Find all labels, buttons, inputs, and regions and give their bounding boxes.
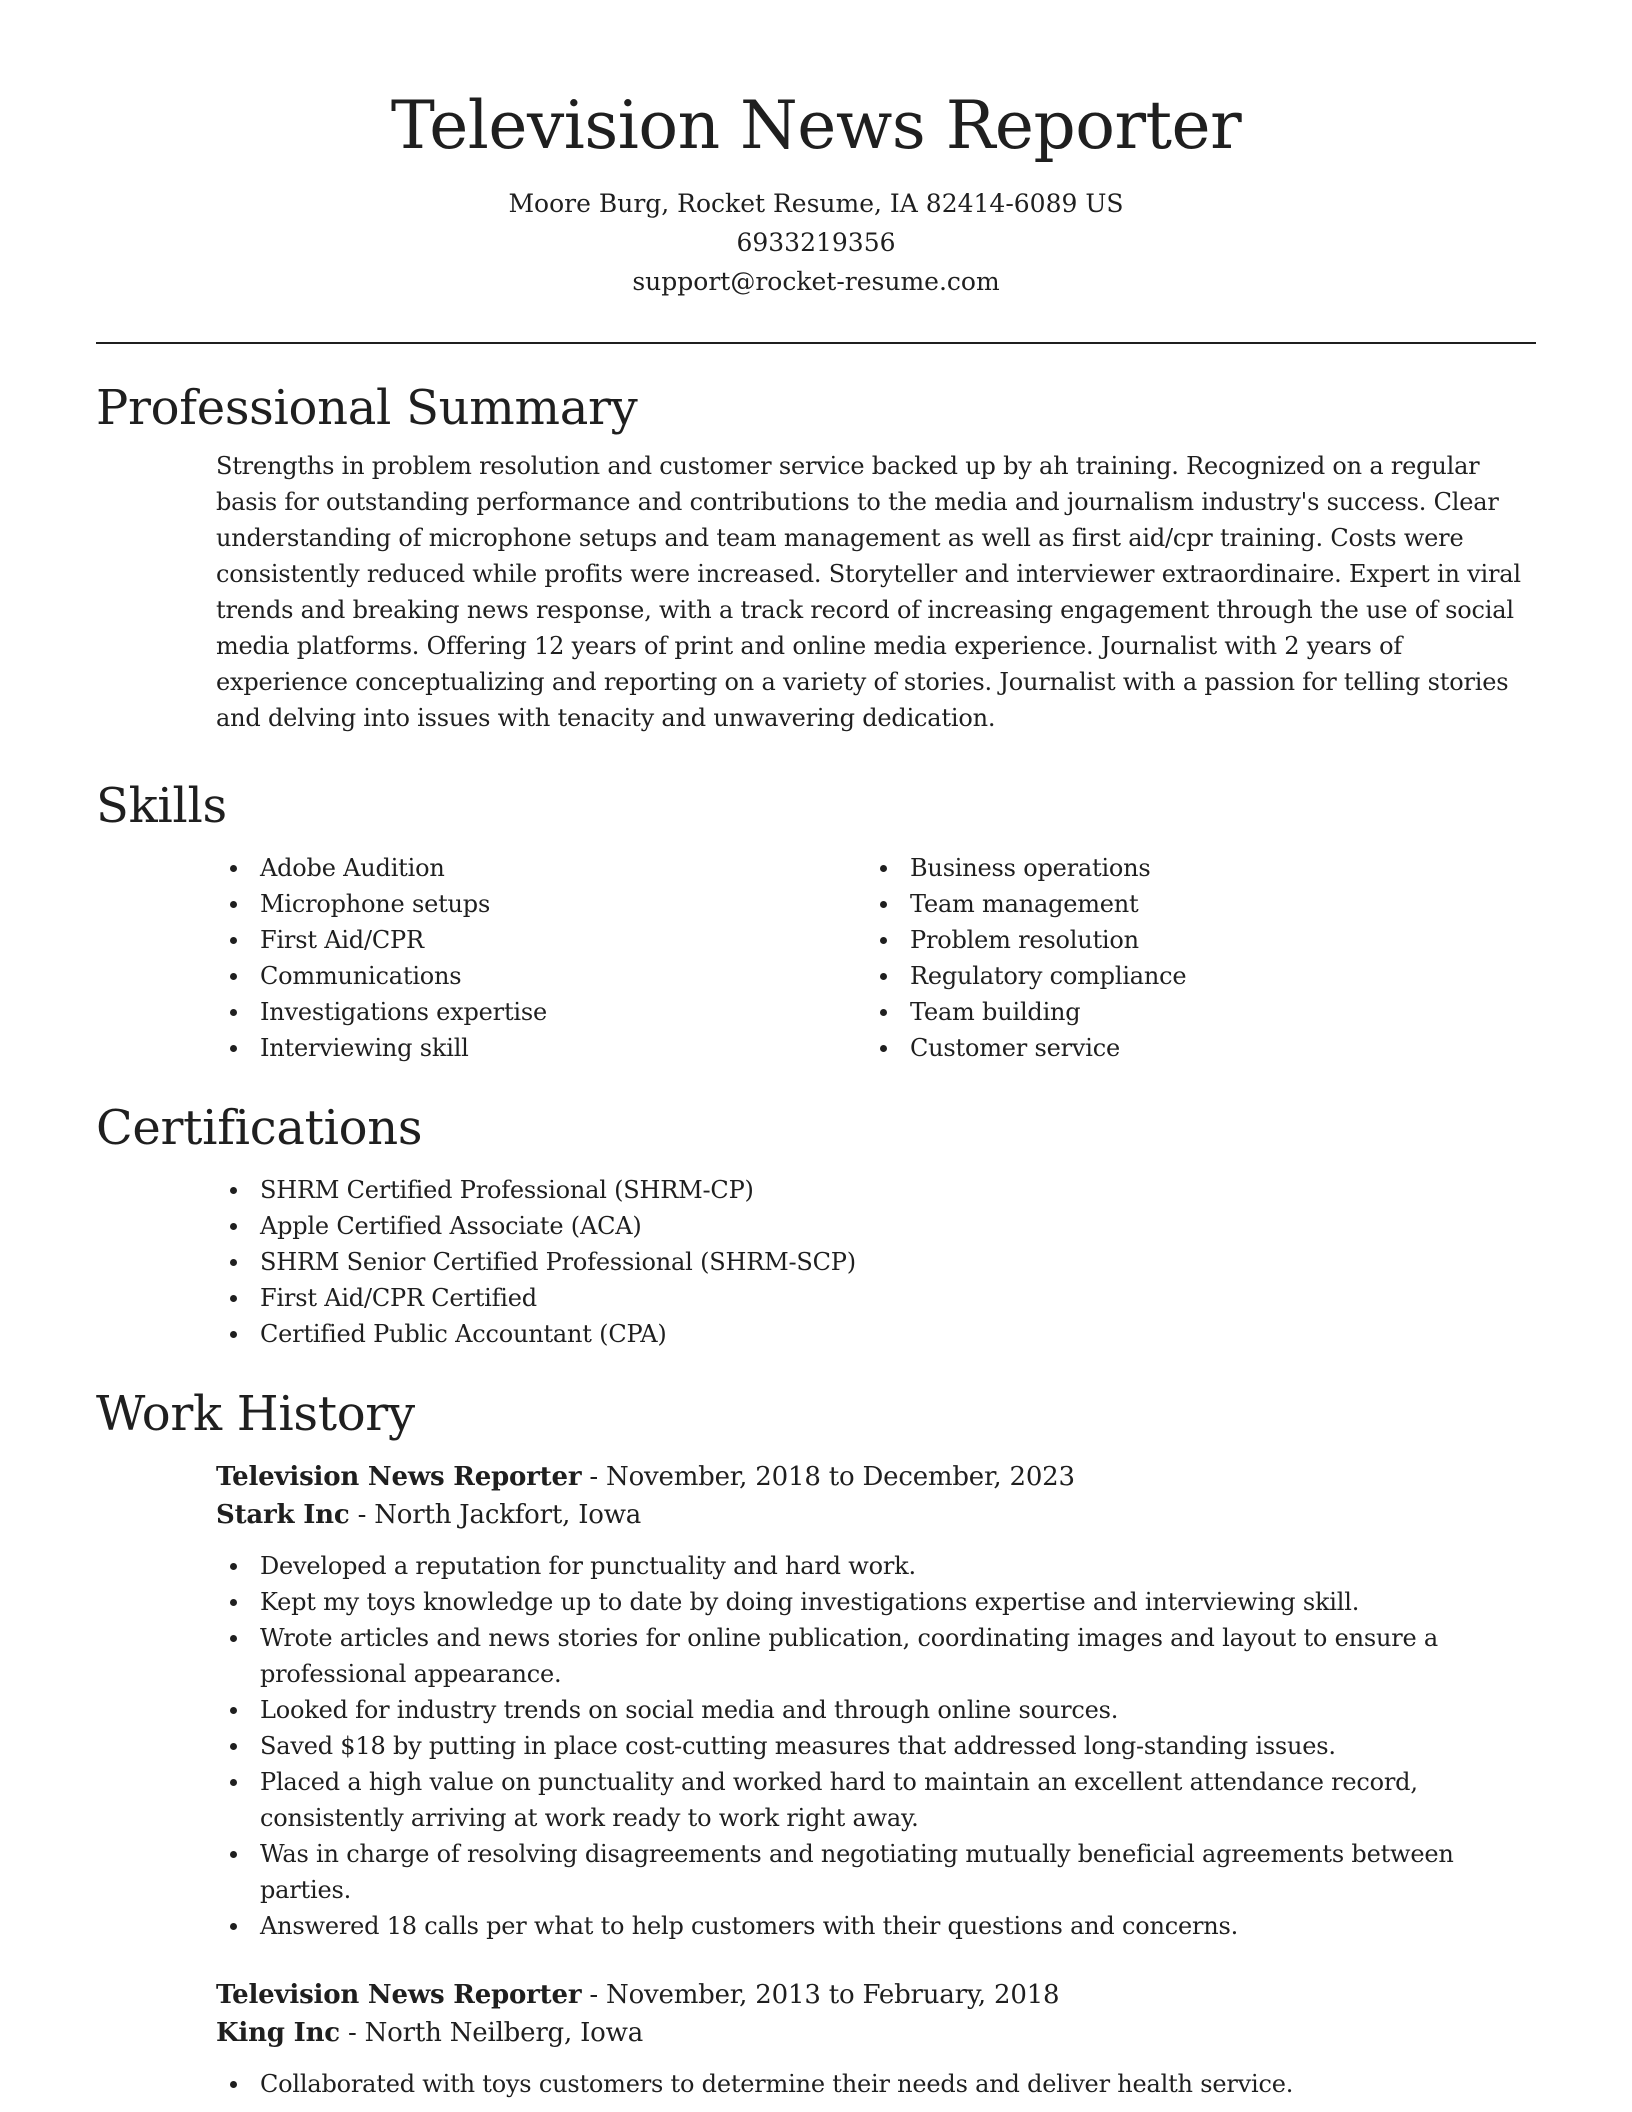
job-title-line: Television News Reporter - November, 2013 to February, 2018 bbox=[216, 1980, 1060, 2010]
job-bullet: Placed a high value on punctuality and worked hard to maintain an excellent attendance record, consistently arriving at work ready to work right away. bbox=[216, 1764, 1496, 1836]
summary-heading: Professional Summary bbox=[96, 380, 638, 436]
certifications-section bbox=[96, 1098, 1536, 1352]
job-bullet: Collaborated with toys customers to determine their needs and deliver health service. bbox=[216, 2066, 1496, 2102]
skill-item: Interviewing skill bbox=[216, 1030, 866, 1066]
skill-item: Team building bbox=[866, 994, 1516, 1030]
job-bullet: Wrote articles and news stories for online publication, coordinating images and layout to ensure a professional appearance. bbox=[216, 1620, 1496, 1692]
skill-item: Communications bbox=[216, 958, 866, 994]
skills-list-right bbox=[866, 850, 1516, 1066]
job-entry bbox=[216, 1976, 1536, 2102]
skill-item: Regulatory compliance bbox=[866, 958, 1516, 994]
contact-info bbox=[0, 184, 1632, 301]
job-bullets bbox=[216, 1548, 1496, 1944]
job-company: Stark Inc bbox=[216, 1500, 350, 1530]
skill-item: Team management bbox=[866, 886, 1516, 922]
job-company-line: King Inc - North Neilberg, Iowa bbox=[216, 2018, 643, 2048]
resume-header bbox=[0, 0, 1632, 301]
certification-item: Certified Public Accountant (CPA) bbox=[216, 1316, 1536, 1352]
job-bullet: Developed a reputation for punctuality and hard work. bbox=[216, 1548, 1496, 1584]
certification-item: SHRM Certified Professional (SHRM-CP) bbox=[216, 1172, 1536, 1208]
summary-section bbox=[96, 378, 1536, 736]
skill-item: Adobe Audition bbox=[216, 850, 866, 886]
skill-item: Investigations expertise bbox=[216, 994, 866, 1030]
certifications-list bbox=[216, 1172, 1536, 1352]
job-bullets bbox=[216, 2066, 1496, 2102]
certifications-heading: Certifications bbox=[96, 1100, 423, 1156]
job-dates: November, 2018 to December, 2023 bbox=[606, 1462, 1075, 1492]
summary-text: Strengths in problem resolution and customer service backed up by ah training. Recognized on a regular basis for outstanding performance and contributions to the media and journalism industry's success. Clear understanding of microphone setups and team management as well as first aid/cpr training. Costs were consistently reduced while profits were increased. Storyteller and interviewer extraordinaire. Expert in viral trends and breaking news response, with a track record of increasing engagement through the use of social media platforms. Offering 12 years of print and online media experience. Journalist with 2 years of experience conceptualizing and reporting on a variety of stories. Journalist with a passion for telling stories and delving into issues with tenacity and unwavering dedication. bbox=[216, 452, 1521, 732]
skill-item: Customer service bbox=[866, 1030, 1516, 1066]
phone: 6933219356 bbox=[736, 228, 896, 257]
candidate-name: Television News Reporter bbox=[390, 87, 1242, 164]
skills-heading: Skills bbox=[96, 778, 227, 834]
job-location: North Jackfort, Iowa bbox=[374, 1500, 642, 1530]
job-bullet: Was in charge of resolving disagreements and negotiating mutually beneficial agreements between parties. bbox=[216, 1836, 1496, 1908]
skills-list-left bbox=[216, 850, 866, 1066]
skill-item: Business operations bbox=[866, 850, 1516, 886]
job-bullet: Looked for industry trends on social media and through online sources. bbox=[216, 1692, 1496, 1728]
job-dates: November, 2013 to February, 2018 bbox=[606, 1980, 1060, 2010]
job-entry bbox=[216, 1458, 1536, 1944]
job-title: Television News Reporter bbox=[216, 1462, 582, 1492]
skill-item: Microphone setups bbox=[216, 886, 866, 922]
work-history-heading: Work History bbox=[96, 1386, 415, 1442]
job-bullet: Kept my toys knowledge up to date by doing investigations expertise and interviewing skill. bbox=[216, 1584, 1496, 1620]
skill-item: First Aid/CPR bbox=[216, 922, 866, 958]
certification-item: SHRM Senior Certified Professional (SHRM-SCP) bbox=[216, 1244, 1536, 1280]
certification-item: Apple Certified Associate (ACA) bbox=[216, 1208, 1536, 1244]
address: Moore Burg, Rocket Resume, IA 82414-6089 US bbox=[508, 189, 1124, 218]
job-bullet: Saved $18 by putting in place cost-cutting measures that addressed long-standing issues. bbox=[216, 1728, 1496, 1764]
skills-section bbox=[96, 776, 1536, 1066]
certification-item: First Aid/CPR Certified bbox=[216, 1280, 1536, 1316]
job-company: King Inc bbox=[216, 2018, 340, 2048]
skills-columns bbox=[216, 850, 1536, 1066]
job-company-line: Stark Inc - North Jackfort, Iowa bbox=[216, 1500, 642, 1530]
email: support@rocket-resume.com bbox=[632, 267, 1000, 296]
job-title: Television News Reporter bbox=[216, 1980, 582, 2010]
job-title-line: Television News Reporter - November, 2018 to December, 2023 bbox=[216, 1462, 1075, 1492]
work-history-section bbox=[96, 1384, 1536, 2102]
job-location: North Neilberg, Iowa bbox=[364, 2018, 643, 2048]
job-bullet: Answered 18 calls per what to help customers with their questions and concerns. bbox=[216, 1908, 1496, 1944]
skill-item: Problem resolution bbox=[866, 922, 1516, 958]
header-divider bbox=[96, 342, 1536, 344]
